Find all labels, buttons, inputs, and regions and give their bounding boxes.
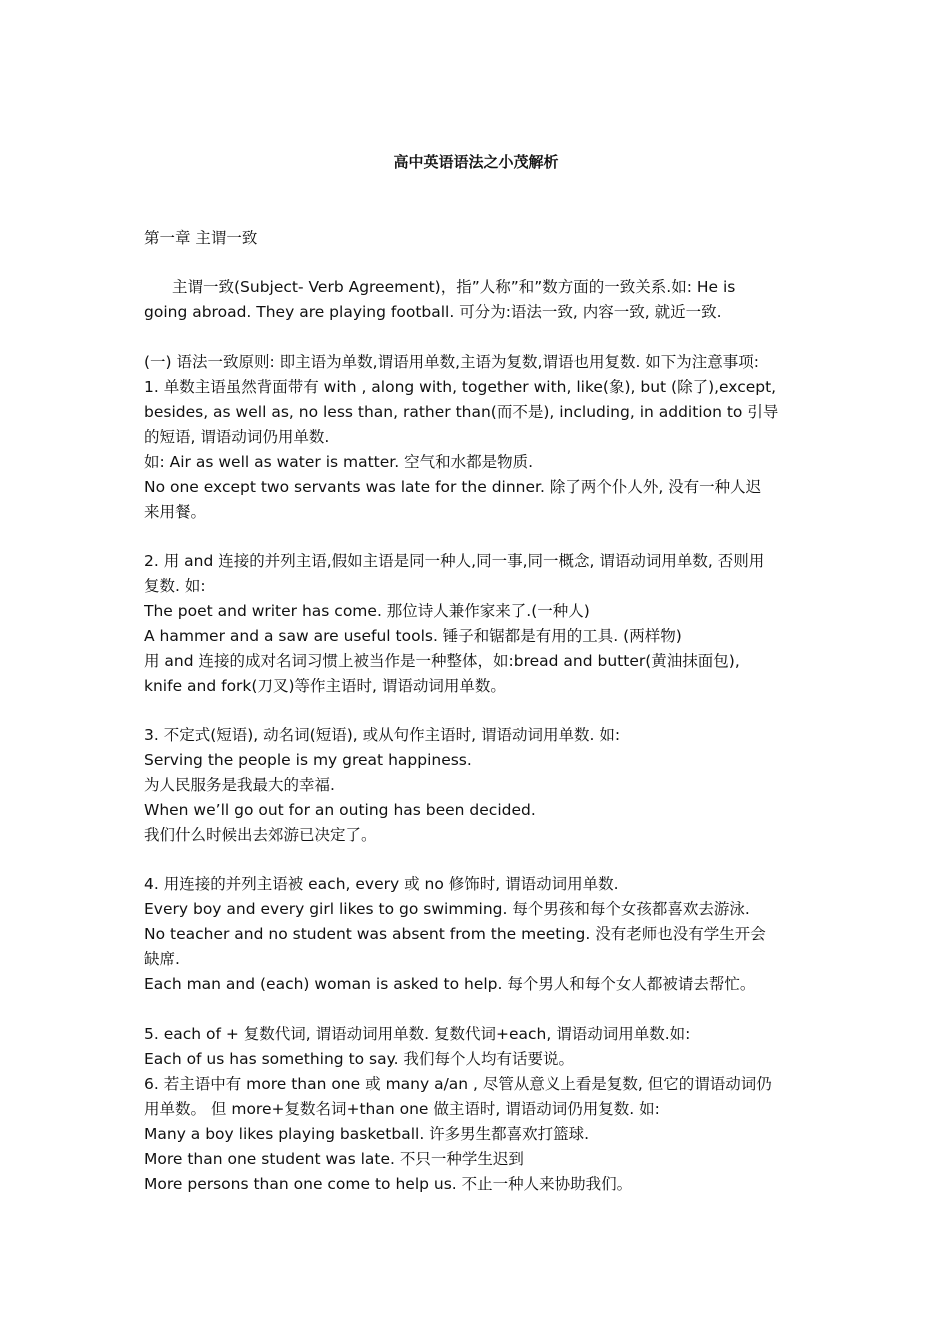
example-line: Many a boy likes playing basketball. 许多男生都喜欢打篮球. [144, 1125, 590, 1143]
rule-heading: 5. each of + 复数代词, 谓语动词用单数. 复数代词+each, 谓语动词用单数.如: [144, 1025, 691, 1043]
example-line: A hammer and a saw are useful tools. 锤子和锯都是有用的工具. (两样物) [144, 627, 682, 645]
chapter-heading: 第一章 主谓一致 [144, 229, 258, 247]
section-heading: (一) 语法一致原则: 即主语为单数,谓语用单数,主语为复数,谓语也用复数. 如下为注意事项: [144, 353, 760, 371]
example-line: More persons than one come to help us. 不止一种人来协助我们。 [144, 1175, 633, 1193]
example-line: More than one student was late. 不只一种学生迟到 [144, 1150, 524, 1168]
paragraph-line: 1. 单数主语虽然背面带有 with , along with, together with, like(象), but (除了),except, [144, 378, 777, 396]
example-line: 为人民服务是我最大的幸福. [144, 776, 335, 794]
paragraph-line: knife and fork(刀叉)等作主语时, 谓语动词用单数。 [144, 677, 506, 695]
example-line: 来用餐。 [144, 503, 207, 521]
document-title: 高中英语语法之小茂解析 [393, 153, 559, 171]
paragraph-line: besides, as well as, no less than, rather than(而不是), including, in addition to 引导 [144, 403, 779, 421]
paragraph-line: 主谓一致(Subject- Verb Agreement)，指”人称”和”数方面的一致关系.如: He is [172, 278, 736, 296]
paragraph-line: 用单数。 但 more+复数名词+than one 做主语时, 谓语动词仍用复数. 如: [144, 1100, 660, 1118]
rule-heading: 4. 用连接的并列主语被 each, every 或 no 修饰时, 谓语动词用单数. [144, 875, 619, 893]
paragraph-line: going abroad. They are playing football. 可分为:语法一致, 内容一致, 就近一致. [144, 303, 722, 321]
example-line: The poet and writer has come. 那位诗人兼作家来了.(一种人) [144, 602, 590, 620]
example-line: 我们什么时候出去郊游已决定了。 [144, 826, 377, 844]
rule-heading: 2. 用 and 连接的并列主语,假如主语是同一种人,同一事,同一概念, 谓语动词用单数, 否则用 [144, 552, 765, 570]
example-line: No teacher and no student was absent from the meeting. 没有老师也没有学生开会 [144, 925, 766, 943]
example-line: Serving the people is my great happiness. [144, 751, 472, 769]
example-line: When we’ll go out for an outing has been decided. [144, 801, 536, 819]
example-line: Each of us has something to say. 我们每个人均有话要说。 [144, 1050, 574, 1068]
paragraph-line: 的短语, 谓语动词仍用单数. [144, 428, 330, 446]
paragraph-line: 复数. 如: [144, 577, 206, 595]
paragraph-line: 用 and 连接的成对名词习惯上被当作是一种整体，如:bread and butter(黄油抹面包), [144, 652, 740, 670]
example-line: Every boy and every girl likes to go swimming. 每个男孩和每个女孩都喜欢去游泳. [144, 900, 750, 918]
example-line: 缺席. [144, 950, 180, 968]
example-line: Each man and (each) woman is asked to help. 每个男人和每个女人都被请去帮忙。 [144, 975, 756, 993]
example-line: 如: Air as well as water is matter. 空气和水都是物质. [144, 453, 534, 471]
rule-heading: 3. 不定式(短语), 动名词(短语), 或从句作主语时, 谓语动词用单数. 如: [144, 726, 621, 744]
rule-heading: 6. 若主语中有 more than one 或 many a/an , 尽管从意义上看是复数, 但它的谓语动词仍 [144, 1075, 772, 1093]
example-line: No one except two servants was late for the dinner. 除了两个仆人外, 没有一种人迟 [144, 478, 762, 496]
